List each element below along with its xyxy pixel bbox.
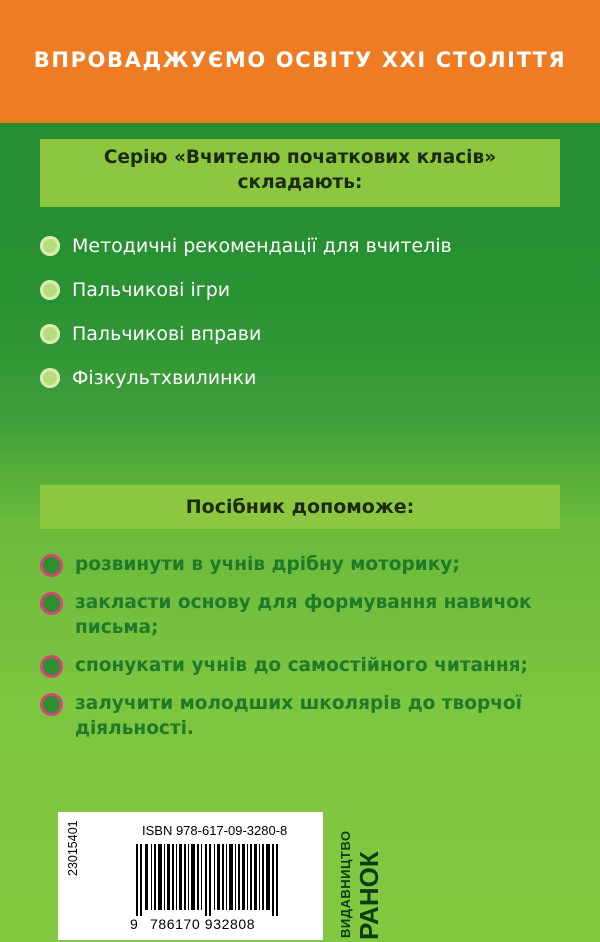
list-item [40,552,580,577]
series-item-label: Пальчикові ігри [72,279,231,301]
benefits-list [40,552,580,754]
side-code: 23015401 [66,820,80,876]
benefits-heading: Посібник допоможе: [40,485,560,529]
benefit-item-label: спонукати учнів до самостійного читання; [75,655,528,676]
isbn-text: ISBN 978-617-09-3280-8 [142,823,288,838]
barcode-digits: 786170 932808 [150,916,256,932]
publisher-small-label: ВИДАВНИЦТВО [338,830,353,938]
publisher-name: РАНОК [354,851,384,940]
barcode-block [58,812,323,940]
bullet-icon [40,554,63,577]
bullet-icon [40,655,63,678]
bullet-icon [40,280,60,300]
series-item-label: Методичні рекомендації для вчителів [72,235,452,257]
bullet-icon [40,592,63,615]
list-item [40,356,580,400]
series-item-label: Фізкультхвилинки [72,367,257,389]
series-heading [40,139,560,207]
bullet-icon [40,324,60,344]
header-title: ВПРОВАДЖУЄМО ОСВІТУ XXI СТОЛІТТЯ [33,48,567,72]
list-item [40,224,580,268]
list-item [40,653,580,678]
series-heading-line1: Серію «Вчителю початкових класів» [103,147,497,168]
series-list [40,224,580,400]
list-item [40,590,580,640]
series-heading-line2: складають: [237,172,363,193]
bullet-icon [40,693,63,716]
benefit-item-label: розвинути в учнів дрібну моторику; [75,554,460,575]
benefit-item-label: закласти основу для формування навичок письма; [75,592,532,638]
benefit-item-label: залучити молодших школярів до творчої діяльності. [75,693,522,739]
publisher-logo [330,810,384,942]
series-item-label: Пальчикові вправи [72,323,262,345]
bullet-icon [40,236,60,256]
header-band [0,0,600,123]
list-item [40,268,580,312]
bullet-icon [40,368,60,388]
barcode-first-digit: 9 [130,916,138,932]
list-item [40,312,580,356]
list-item [40,691,580,741]
barcode-icon [88,844,313,916]
